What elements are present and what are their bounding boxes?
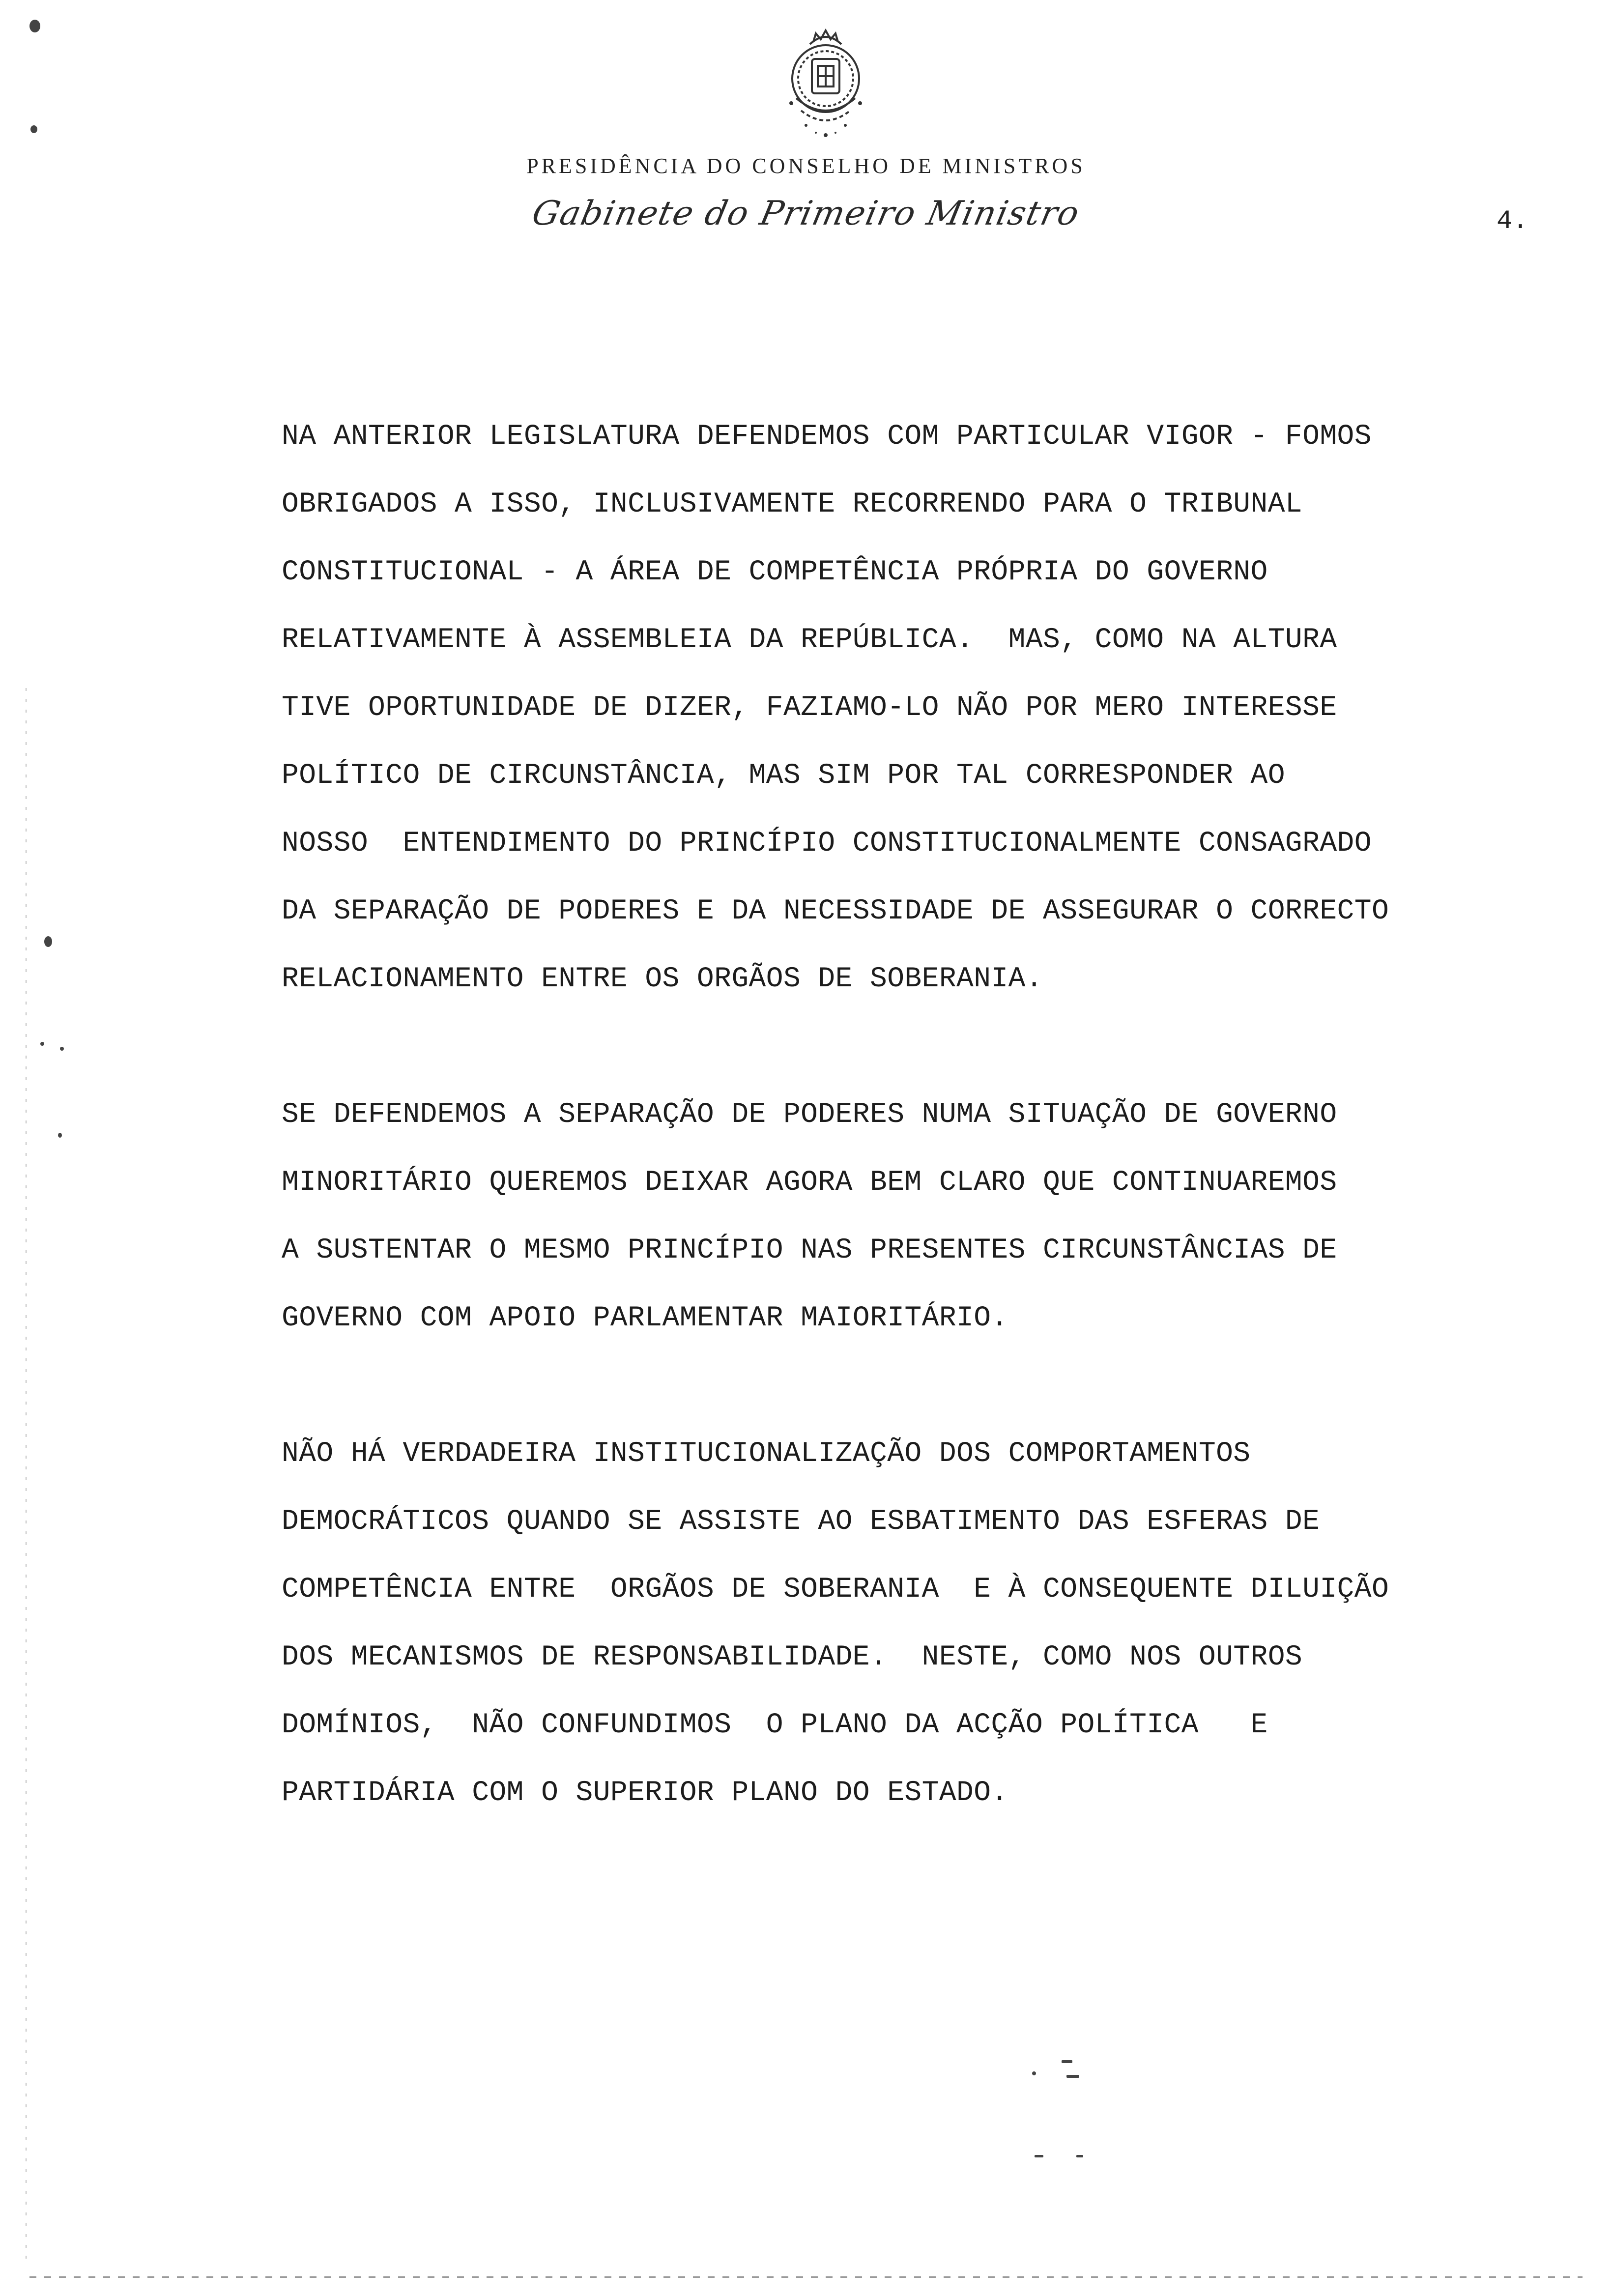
text-line: NOSSO ENTENDIMENTO DO PRINCÍPIO CONSTITUCIONALMENTE CONSAGRADO [282,828,1372,860]
text-line: DOS MECANISMOS DE RESPONSABILIDADE. NESTE, COMO NOS OUTROS [282,1641,1303,1673]
text-line: PARTIDÁRIA COM O SUPERIOR PLANO DO ESTADO. [282,1777,1008,1809]
text-line: DA SEPARAÇÃO DE PODERES E DA NECESSIDADE DE ASSEGURAR O CORRECTO [282,895,1389,927]
text-line: NÃO HÁ VERDADEIRA INSTITUCIONALIZAÇÃO DOS COMPORTAMENTOS [282,1438,1251,1470]
scan-bottom-artifact [29,2276,1583,2278]
text-line: DEMOCRÁTICOS QUANDO SE ASSISTE AO ESBATIMENTO DAS ESFERAS DE [282,1506,1320,1538]
cabinet-subheader: Gabinete do Primeiro Ministro [528,194,1084,233]
text-line: DOMÍNIOS, NÃO CONFUNDIMOS O PLANO DA ACÇÃO POLÍTICA E [282,1709,1268,1741]
text-line: TIVE OPORTUNIDADE DE DIZER, FAZIAMO-LO NÃO POR MERO INTERESSE [282,692,1337,724]
text-line: GOVERNO COM APOIO PARLAMENTAR MAIORITÁRIO. [282,1302,1008,1334]
text-line: OBRIGADOS A ISSO, INCLUSIVAMENTE RECORRENDO PARA O TRIBUNAL [282,488,1303,520]
text-line: SE DEFENDEMOS A SEPARAÇÃO DE PODERES NUMA SITUAÇÃO DE GOVERNO [282,1099,1337,1131]
coat-of-arms-icon [767,25,885,147]
text-line: COMPETÊNCIA ENTRE ORGÃOS DE SOBERANIA E À CONSEQUENTE DILUIÇÃO [282,1574,1389,1606]
paragraph [282,1420,1599,1827]
text-line: RELACIONAMENTO ENTRE OS ORGÃOS DE SOBERANIA. [282,963,1043,995]
text-line: POLÍTICO DE CIRCUNSTÂNCIA, MAS SIM POR TAL CORRESPONDER AO [282,760,1285,792]
text-line: NA ANTERIOR LEGISLATURA DEFENDEMOS COM PARTICULAR VIGOR - FOMOS [282,421,1372,453]
scan-margin-artifact [26,688,27,2261]
organization-header: PRESIDÊNCIA DO CONSELHO DE MINISTROS [526,154,1086,178]
text-line: A SUSTENTAR O MESMO PRINCÍPIO NAS PRESENTES CIRCUNSTÂNCIAS DE [282,1234,1337,1266]
paragraph [282,1081,1599,1352]
paragraph [282,403,1599,1013]
text-line: RELATIVAMENTE À ASSEMBLEIA DA REPÚBLICA. MAS, COMO NA ALTURA [282,624,1337,656]
page-number: 4. [1497,206,1528,236]
text-line: CONSTITUCIONAL - A ÁREA DE COMPETÊNCIA PRÓPRIA DO GOVERNO [282,556,1268,588]
text-line: MINORITÁRIO QUEREMOS DEIXAR AGORA BEM CLARO QUE CONTINUAREMOS [282,1167,1337,1199]
document-body [282,403,1599,1895]
